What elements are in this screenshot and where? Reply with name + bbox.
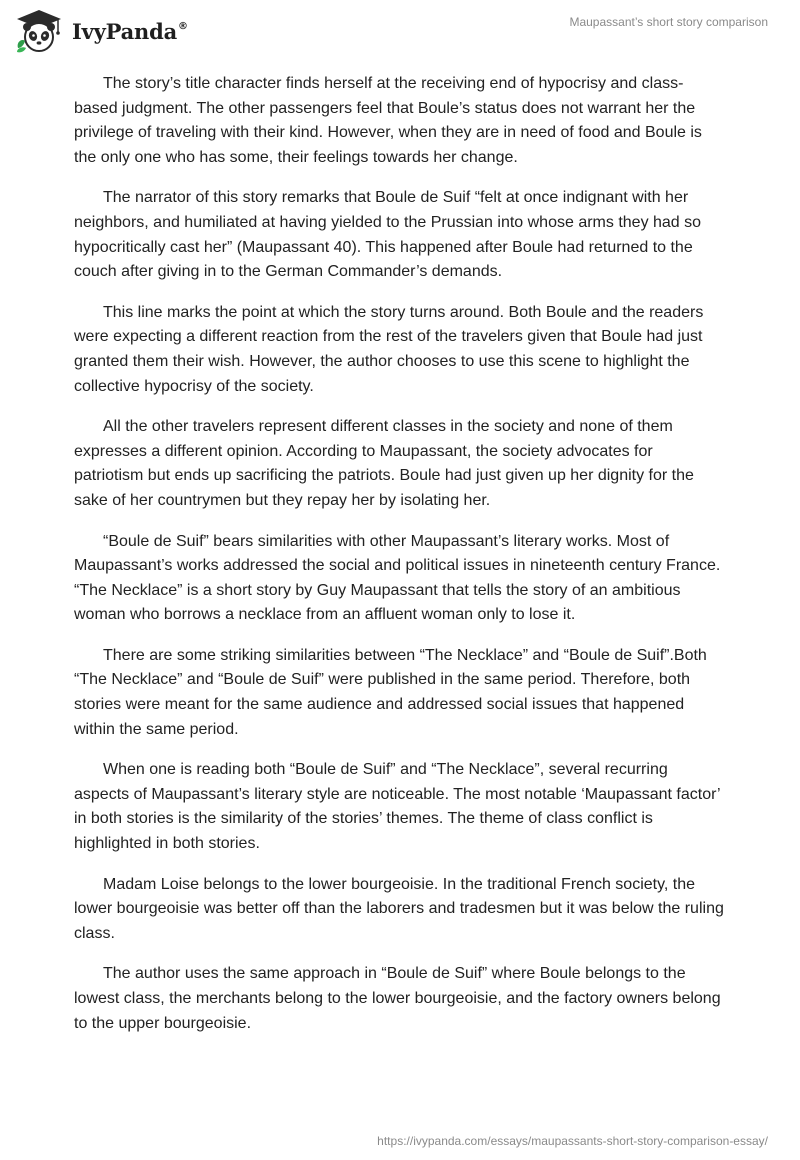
paragraph: All the other travelers represent different classes in the society and none of them expresses a different opinion. According to Maupassant, the society advocates for patriotism but ends up sacrificing the patriots. Boule had just given up her dignity for the sake of her countrymen but they repay her by isolating her. [74, 418, 694, 509]
paragraph: The author uses the same approach in “Boule de Suif” where Boule belongs to the lowest class, the merchants belong to the lower bourgeoisie, and the factory owners belong to the upper bourgeoisie. [74, 965, 721, 1032]
page-header [0, 0, 800, 60]
source-url[interactable]: https://ivypanda.com/essays/maupassants-short-story-comparison-essay/ [377, 1134, 768, 1148]
brand-name-text: IvyPanda [72, 18, 178, 44]
paragraph: Madam Loise belongs to the lower bourgeoisie. In the traditional French society, the lower bourgeoisie was better off than the laborers and tradesmen but it was below the ruling class. [74, 875, 724, 942]
panda-graduation-cap-icon [14, 8, 64, 54]
document-title: Maupassant’s short story comparison [569, 15, 768, 29]
paragraph: This line marks the point at which the story turns around. Both Boule and the readers were expecting a different reaction from the rest of the travelers given that Boule had just granted them their wish. However, the author chooses to use this scene to highlight the collective hypocrisy of the society. [74, 303, 704, 395]
brand-name [72, 19, 188, 44]
paragraph: The story’s title character finds herself at the receiving end of hypocrisy and class-based judgment. The other passengers feel that Boule’s status does not warrant her the privilege of traveling with their kind. However, when they are in need of food and Boule is the only one who has some, their feelings towards her change. [74, 75, 702, 166]
essay-body [74, 72, 724, 1052]
paragraph: When one is reading both “Boule de Suif” and “The Necklace”, several recurring aspects of Maupassant’s literary style are noticeable. The most notable ‘Maupassant factor’ in both stories is the similarity of the stories’ themes. The theme of class conflict is highlighted in both stories. [74, 761, 720, 853]
paragraph: The narrator of this story remarks that Boule de Suif “felt at once indignant with her neighbors, and humiliated at having yielded to the Prussian into whose arms they had so hypocritically cast her” (Maupassant 40). This happened after Boule had returned to the couch after giving in to the German Commander’s demands. [74, 189, 702, 281]
paragraph: “Boule de Suif” bears similarities with other Maupassant’s literary works. Most of Maupassant’s works addressed the social and political issues in nineteenth century France. “The Necklace” is a short story by Guy Maupassant that tells the story of an ambitious woman who borrows a necklace from an affluent woman only to lose it. [74, 532, 721, 624]
registered-mark: ® [178, 20, 188, 32]
ivypanda-logo[interactable] [14, 8, 188, 54]
paragraph: There are some striking similarities between “The Necklace” and “Boule de Suif”.Both “The Necklace” and “Boule de Suif” were published in the same period. Therefore, both stories were meant for the same audience and addressed social issues that happened within the same period. [74, 646, 707, 738]
